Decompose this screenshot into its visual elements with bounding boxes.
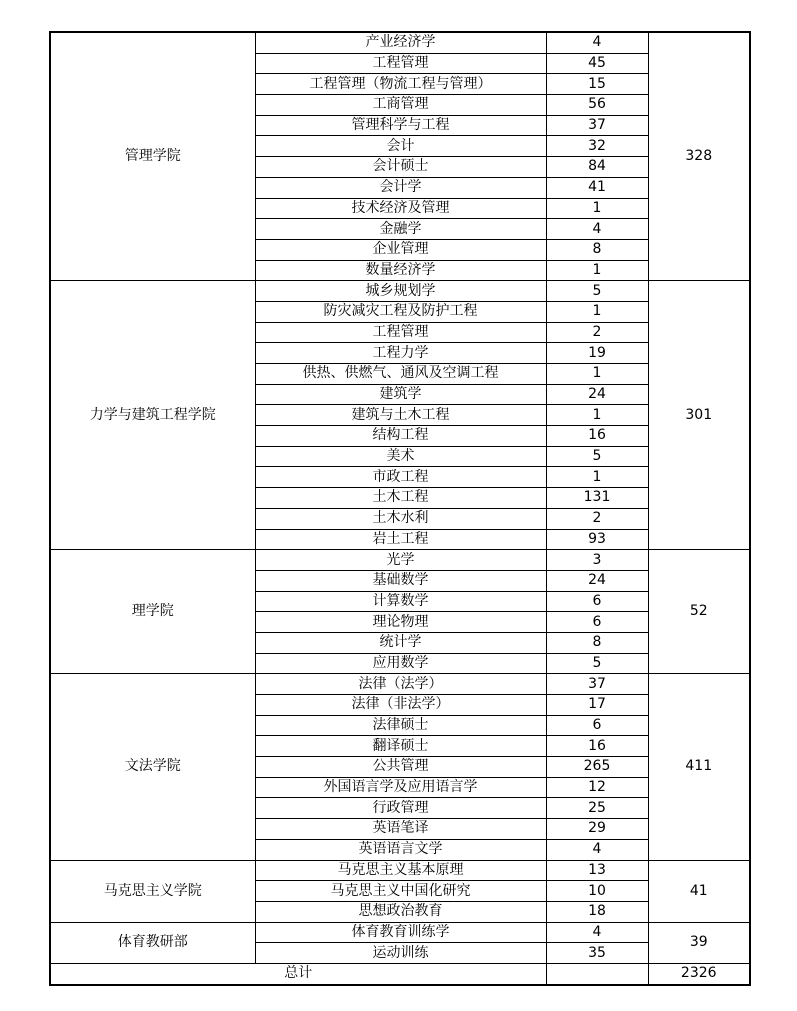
major-count-cell: 29 — [546, 819, 648, 840]
grand-total-label: 总计 — [50, 963, 546, 984]
major-count-cell: 4 — [546, 32, 648, 53]
major-count-cell: 56 — [546, 95, 648, 116]
major-name-cell: 工程力学 — [255, 343, 546, 364]
major-name-cell: 美术 — [255, 446, 546, 467]
major-count-cell: 5 — [546, 653, 648, 674]
major-count-cell: 84 — [546, 157, 648, 178]
college-subtotal-cell: 52 — [648, 550, 750, 674]
major-count-cell: 37 — [546, 674, 648, 695]
major-name-cell: 工商管理 — [255, 95, 546, 116]
college-name-cell: 文法学院 — [50, 674, 255, 860]
major-count-cell: 24 — [546, 570, 648, 591]
major-count-cell: 10 — [546, 881, 648, 902]
major-count-cell: 265 — [546, 757, 648, 778]
major-name-cell: 运动训练 — [255, 943, 546, 964]
major-name-cell: 会计 — [255, 136, 546, 157]
grand-total-empty-cell — [546, 963, 648, 984]
major-name-cell: 企业管理 — [255, 239, 546, 260]
major-name-cell: 马克思主义基本原理 — [255, 860, 546, 881]
major-name-cell: 思想政治教育 — [255, 901, 546, 922]
major-name-cell: 土木水利 — [255, 508, 546, 529]
major-name-cell: 马克思主义中国化研究 — [255, 881, 546, 902]
major-name-cell: 会计硕士 — [255, 157, 546, 178]
major-name-cell: 岩土工程 — [255, 529, 546, 550]
major-count-cell: 1 — [546, 467, 648, 488]
major-name-cell: 防灾减灾工程及防护工程 — [255, 301, 546, 322]
major-count-cell: 8 — [546, 239, 648, 260]
table-row — [50, 922, 750, 943]
major-count-cell: 3 — [546, 550, 648, 571]
major-name-cell: 计算数学 — [255, 591, 546, 612]
major-name-cell: 数量经济学 — [255, 260, 546, 281]
major-name-cell: 英语笔译 — [255, 819, 546, 840]
major-count-cell: 1 — [546, 405, 648, 426]
major-name-cell: 行政管理 — [255, 798, 546, 819]
major-name-cell: 工程管理 — [255, 53, 546, 74]
major-count-cell: 1 — [546, 301, 648, 322]
major-name-cell: 结构工程 — [255, 426, 546, 447]
major-name-cell: 城乡规划学 — [255, 281, 546, 302]
college-name-cell: 力学与建筑工程学院 — [50, 281, 255, 550]
major-count-cell: 16 — [546, 426, 648, 447]
major-name-cell: 工程管理（物流工程与管理） — [255, 74, 546, 95]
major-name-cell: 基础数学 — [255, 570, 546, 591]
major-count-cell: 6 — [546, 591, 648, 612]
major-count-cell: 18 — [546, 901, 648, 922]
major-name-cell: 公共管理 — [255, 757, 546, 778]
major-count-cell: 5 — [546, 281, 648, 302]
college-name-cell: 体育教研部 — [50, 922, 255, 963]
major-name-cell: 翻译硕士 — [255, 736, 546, 757]
major-count-cell: 8 — [546, 632, 648, 653]
table-row — [50, 550, 750, 571]
major-count-cell: 1 — [546, 364, 648, 385]
college-subtotal-cell: 41 — [648, 860, 750, 922]
major-name-cell: 法律（法学） — [255, 674, 546, 695]
major-name-cell: 工程管理 — [255, 322, 546, 343]
major-count-cell: 15 — [546, 74, 648, 95]
major-count-cell: 37 — [546, 115, 648, 136]
major-name-cell: 法律（非法学） — [255, 695, 546, 716]
major-count-cell: 6 — [546, 612, 648, 633]
major-count-cell: 41 — [546, 177, 648, 198]
major-count-cell: 32 — [546, 136, 648, 157]
major-name-cell: 管理科学与工程 — [255, 115, 546, 136]
major-name-cell: 外国语言学及应用语言学 — [255, 777, 546, 798]
major-name-cell: 市政工程 — [255, 467, 546, 488]
major-count-cell: 24 — [546, 384, 648, 405]
major-name-cell: 建筑学 — [255, 384, 546, 405]
major-count-cell: 5 — [546, 446, 648, 467]
major-name-cell: 英语语言文学 — [255, 839, 546, 860]
table-row — [50, 674, 750, 695]
major-name-cell: 建筑与土木工程 — [255, 405, 546, 426]
total-row — [50, 963, 750, 984]
major-count-cell: 93 — [546, 529, 648, 550]
major-name-cell: 应用数学 — [255, 653, 546, 674]
college-name-cell: 管理学院 — [50, 32, 255, 281]
major-count-cell: 16 — [546, 736, 648, 757]
college-subtotal-cell: 301 — [648, 281, 750, 550]
major-count-cell: 13 — [546, 860, 648, 881]
document-page — [49, 31, 751, 986]
college-subtotal-cell: 39 — [648, 922, 750, 963]
major-name-cell: 理论物理 — [255, 612, 546, 633]
table-row — [50, 860, 750, 881]
major-count-cell: 25 — [546, 798, 648, 819]
major-count-cell: 45 — [546, 53, 648, 74]
major-name-cell: 产业经济学 — [255, 32, 546, 53]
major-count-cell: 4 — [546, 219, 648, 240]
college-subtotal-cell: 328 — [648, 32, 750, 281]
major-name-cell: 金融学 — [255, 219, 546, 240]
major-name-cell: 光学 — [255, 550, 546, 571]
grand-total-value: 2326 — [648, 963, 750, 984]
major-name-cell: 体育教育训练学 — [255, 922, 546, 943]
major-count-cell: 2 — [546, 322, 648, 343]
major-count-cell: 35 — [546, 943, 648, 964]
major-count-cell: 6 — [546, 715, 648, 736]
major-name-cell: 技术经济及管理 — [255, 198, 546, 219]
table-row — [50, 32, 750, 53]
major-count-cell: 1 — [546, 198, 648, 219]
major-count-cell: 131 — [546, 488, 648, 509]
major-count-cell: 4 — [546, 922, 648, 943]
college-name-cell: 理学院 — [50, 550, 255, 674]
major-name-cell: 土木工程 — [255, 488, 546, 509]
enrollment-table — [49, 31, 751, 986]
major-name-cell: 会计学 — [255, 177, 546, 198]
college-subtotal-cell: 411 — [648, 674, 750, 860]
major-name-cell: 统计学 — [255, 632, 546, 653]
major-count-cell: 4 — [546, 839, 648, 860]
major-count-cell: 1 — [546, 260, 648, 281]
major-name-cell: 法律硕士 — [255, 715, 546, 736]
table-row — [50, 281, 750, 302]
major-count-cell: 2 — [546, 508, 648, 529]
major-count-cell: 19 — [546, 343, 648, 364]
major-name-cell: 供热、供燃气、通风及空调工程 — [255, 364, 546, 385]
major-count-cell: 12 — [546, 777, 648, 798]
major-count-cell: 17 — [546, 695, 648, 716]
college-name-cell: 马克思主义学院 — [50, 860, 255, 922]
